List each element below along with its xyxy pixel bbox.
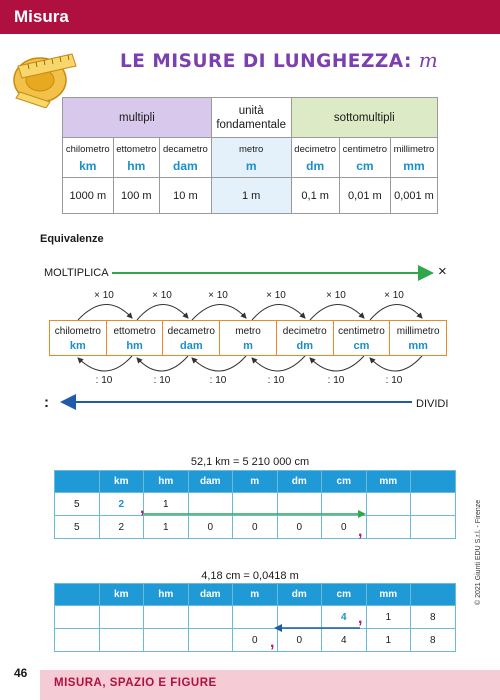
grid-cell: [411, 493, 456, 516]
grid-cell: 5: [55, 493, 100, 516]
unit-name-cell: [390, 138, 437, 178]
strip-unit-name: centimetro: [338, 326, 385, 337]
strip-cell: [163, 321, 220, 355]
group-multiples: multipli: [63, 98, 212, 138]
strip-unit-symbol: km: [69, 340, 86, 352]
strip-cell: [277, 321, 334, 355]
divide-label: DIVIDI: [416, 398, 449, 410]
grid-cell: [99, 606, 144, 629]
section-header-bar: [0, 0, 500, 34]
unit-name-cell: [339, 138, 390, 178]
grid-cell: [233, 606, 278, 629]
multiply-symbol: ×: [438, 263, 447, 280]
divide-arc: [310, 356, 364, 371]
grid-cell: [144, 606, 189, 629]
grid-header: [411, 471, 456, 493]
grid-cell: [188, 629, 233, 652]
unit-value: 0,01 m: [339, 178, 390, 214]
grid-header: mm: [366, 471, 411, 493]
equivalences-heading: Equivalenze: [40, 233, 104, 245]
unit-name: centimetro: [342, 144, 388, 155]
footer-bar: [40, 670, 500, 700]
grid-header: km: [99, 471, 144, 493]
unit-name-cell: [291, 138, 339, 178]
strip-unit-name: millimetro: [396, 326, 440, 337]
grid-header: [55, 471, 100, 493]
divide-step: : 10: [209, 375, 227, 386]
strip-cell: [220, 321, 277, 355]
group-fundamental-line1: unità: [238, 104, 264, 117]
strip-unit-symbol: dam: [179, 340, 203, 352]
grid-header: mm: [366, 584, 411, 606]
unit-value: 10 m: [160, 178, 212, 214]
grid-cell: 4: [322, 606, 367, 629]
section-title: Misura: [14, 7, 69, 26]
group-submultiples: sottomultipli: [291, 98, 437, 138]
multiply-step: × 10: [326, 290, 346, 301]
grid-cell: [144, 629, 189, 652]
grid-header: dam: [188, 471, 233, 493]
multiply-step: × 10: [152, 290, 172, 301]
example1-shift-arrow: [140, 508, 370, 520]
comma-marker: ,: [140, 500, 145, 517]
divide-arc: [192, 356, 246, 371]
divide-step: : 10: [327, 375, 345, 386]
divide-arc: [252, 356, 305, 371]
divide-step: : 10: [267, 375, 285, 386]
page-number: 46: [14, 666, 28, 680]
strip-unit-symbol: mm: [408, 340, 428, 352]
unit-name: ettometro: [116, 144, 157, 155]
strip-cell: [50, 321, 107, 355]
grid-header: dm: [277, 584, 322, 606]
grid-cell: 0: [233, 629, 278, 652]
multiply-label: MOLTIPLICA: [44, 267, 109, 279]
grid-header: dam: [188, 584, 233, 606]
multiply-step: × 10: [384, 290, 404, 301]
unit-name-cell: [160, 138, 212, 178]
units-table: [62, 97, 438, 214]
unit-name-cell: [63, 138, 114, 178]
grid-header: km: [99, 584, 144, 606]
unit-value: 100 m: [113, 178, 159, 214]
unit-symbol: dam: [173, 159, 198, 173]
unit-name-cell: [211, 138, 291, 178]
unit-symbol: dm: [306, 159, 325, 173]
grid-cell: 2: [99, 493, 144, 516]
grid-header: m: [233, 471, 278, 493]
grid-cell: [188, 606, 233, 629]
grid-header: [55, 584, 100, 606]
example2-grid: [54, 583, 456, 652]
grid-cell: [411, 516, 456, 539]
comma-marker: ,: [270, 634, 275, 651]
grid-cell: 8: [411, 629, 456, 652]
multiply-arc: [78, 304, 132, 320]
grid-cell: 1: [144, 493, 189, 516]
grid-cell: [55, 629, 100, 652]
page-title-unit: m: [418, 48, 439, 72]
group-fundamental-line2: fondamentale: [216, 118, 287, 131]
unit-symbol: hm: [127, 159, 146, 173]
footer-section: MISURA, SPAZIO E FIGURE: [54, 677, 217, 689]
grid-cell: 4: [322, 629, 367, 652]
grid-cell: 0: [322, 516, 367, 539]
grid-cell: 1: [366, 606, 411, 629]
divide-step: : 10: [95, 375, 113, 386]
divide-step: : 10: [153, 375, 171, 386]
grid-header: m: [233, 584, 278, 606]
grid-header: [411, 584, 456, 606]
grid-cell: 0: [233, 516, 278, 539]
grid-cell: 0: [188, 516, 233, 539]
multiply-step: × 10: [266, 290, 286, 301]
divide-arc: [370, 356, 422, 371]
grid-cell: 8: [411, 606, 456, 629]
strip-unit-name: ettometro: [113, 326, 156, 337]
unit-name: decimetro: [294, 144, 337, 155]
multiply-arc: [137, 304, 188, 320]
grid-header: cm: [322, 471, 367, 493]
unit-value: 1000 m: [63, 178, 114, 214]
strip-unit-symbol: dm: [296, 340, 313, 352]
copyright-notice: © 2021 Giunti EDU S.r.l. - Firenze: [475, 499, 482, 605]
example1-grid: [54, 470, 456, 539]
strip-unit-name: metro: [235, 326, 261, 337]
grid-cell: 1: [366, 629, 411, 652]
strip-cell: [390, 321, 446, 355]
grid-header: hm: [144, 584, 189, 606]
strip-unit-symbol: cm: [353, 340, 370, 352]
example2-shift-arrow: [272, 622, 364, 634]
comma-marker: ,: [358, 610, 363, 627]
page-title: [120, 48, 438, 72]
divide-step: : 10: [385, 375, 403, 386]
strip-unit-name: chilometro: [54, 326, 101, 337]
unit-name: millimetro: [393, 144, 435, 155]
multiply-arc: [252, 304, 305, 320]
group-fundamental: [211, 98, 291, 138]
unit-value: 1 m: [211, 178, 291, 214]
strip-cell: [334, 321, 391, 355]
unit-symbol: km: [79, 159, 97, 173]
grid-cell: [366, 493, 411, 516]
divide-symbol: :: [44, 394, 49, 411]
example2-equation: 4,18 cm = 0,0418 m: [201, 570, 299, 582]
unit-symbol: mm: [403, 159, 425, 173]
unit-name: decametro: [162, 144, 208, 155]
strip-unit-symbol: hm: [126, 340, 143, 352]
page-title-text: LE MISURE DI LUNGHEZZA:: [120, 51, 412, 72]
multiply-arc: [310, 304, 364, 320]
multiply-arc: [370, 304, 422, 320]
grid-cell: 0: [277, 629, 322, 652]
grid-cell: 5: [55, 516, 100, 539]
grid-cell: 2: [99, 516, 144, 539]
grid-header: hm: [144, 471, 189, 493]
unit-symbol: cm: [356, 159, 374, 173]
grid-cell: [366, 516, 411, 539]
grid-header: dm: [277, 471, 322, 493]
unit-name: metro: [239, 144, 264, 155]
example1-equation: 52,1 km = 5 210 000 cm: [190, 456, 310, 468]
unit-name-cell: [113, 138, 159, 178]
multiply-arc: [192, 304, 246, 320]
strip-unit-symbol: m: [243, 340, 253, 352]
strip-unit-name: decimetro: [282, 326, 327, 337]
grid-cell: [99, 629, 144, 652]
units-strip: [49, 320, 447, 356]
grid-cell: 0: [277, 516, 322, 539]
unit-symbol: m: [245, 159, 257, 173]
divide-arc: [78, 356, 132, 371]
multiply-step: × 10: [94, 290, 114, 301]
divide-arc: [137, 356, 188, 371]
multiply-step: × 10: [208, 290, 228, 301]
unit-name: chilometro: [65, 144, 110, 155]
comma-marker: ,: [358, 523, 363, 540]
unit-value: 0,001 m: [390, 178, 437, 214]
grid-cell: [55, 606, 100, 629]
grid-cell: 1: [144, 516, 189, 539]
unit-value: 0,1 m: [291, 178, 339, 214]
grid-header: cm: [322, 584, 367, 606]
strip-unit-name: decametro: [167, 326, 215, 337]
strip-cell: [107, 321, 164, 355]
